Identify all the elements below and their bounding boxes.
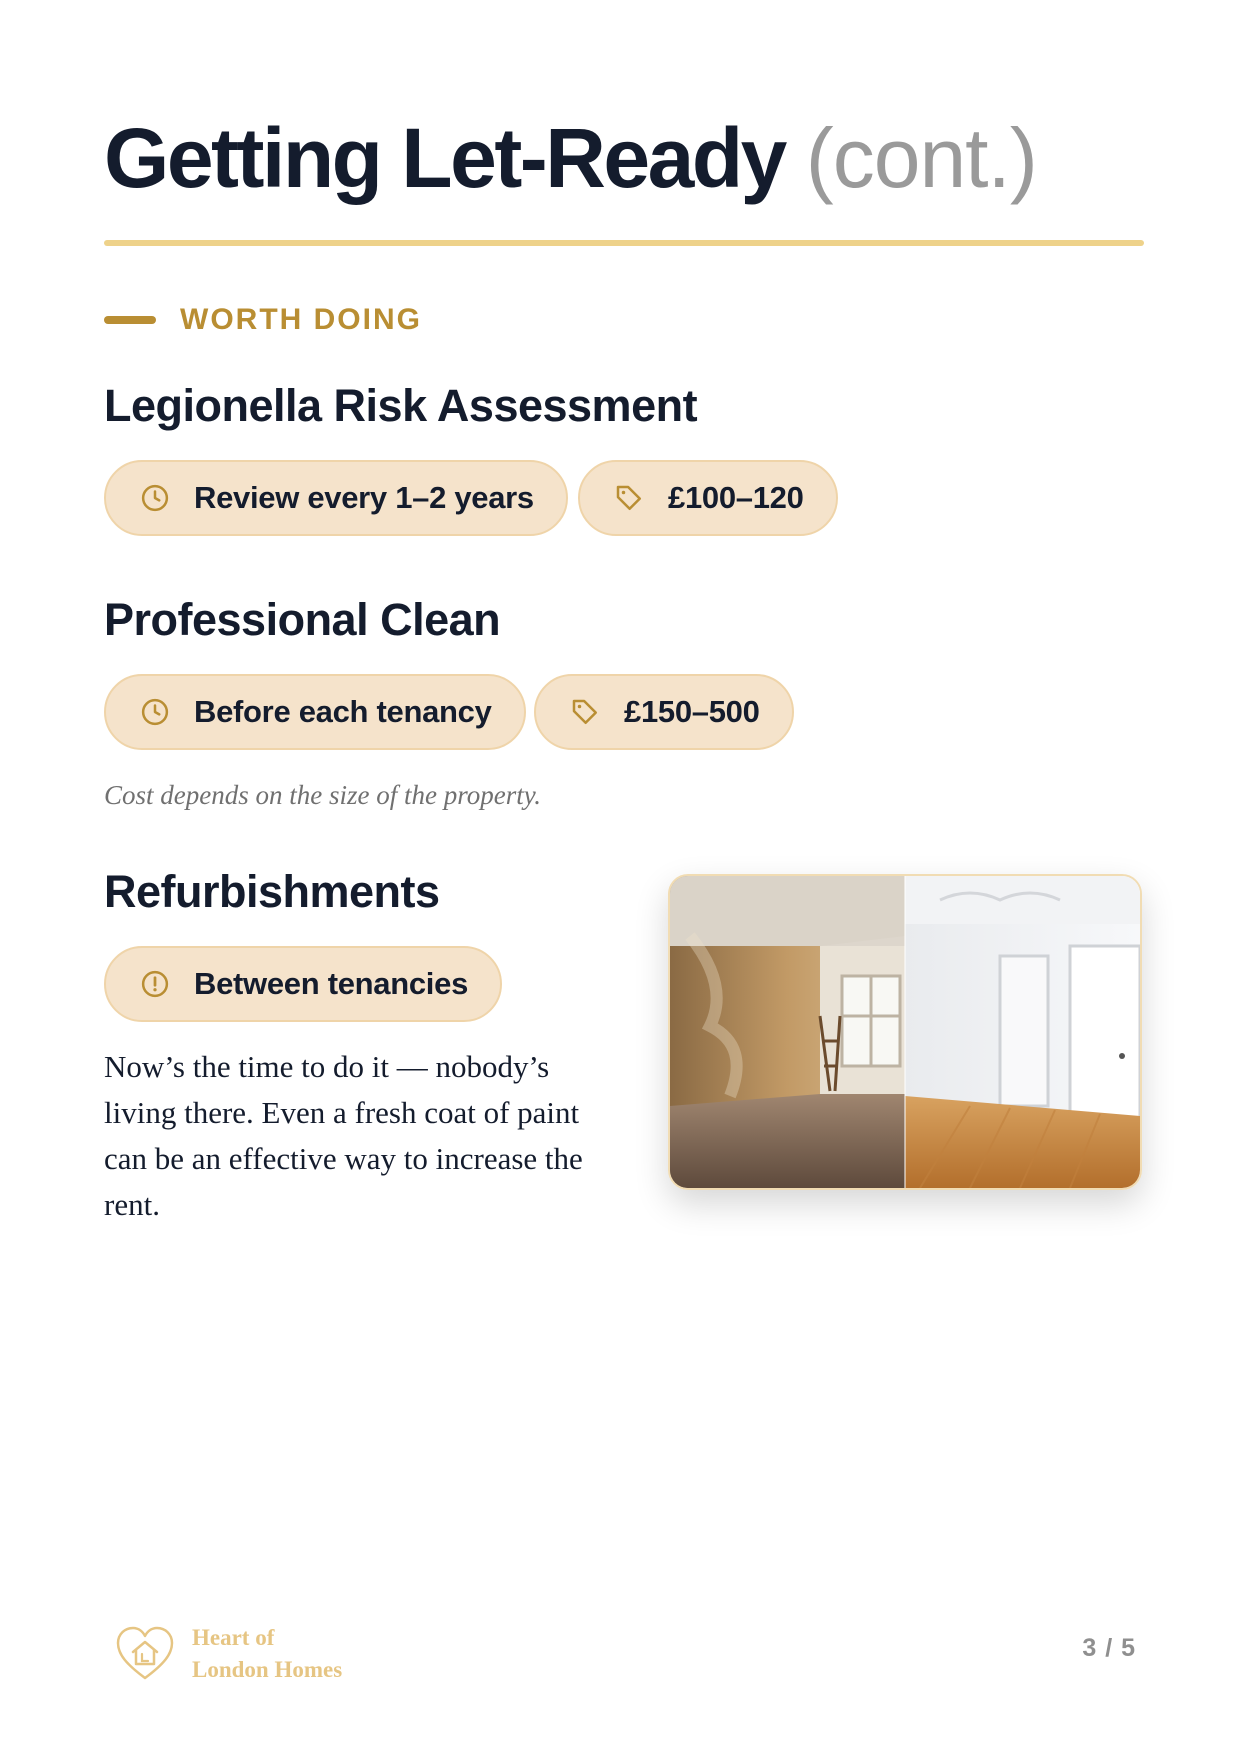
chip-frequency xyxy=(104,674,526,750)
brand-line-2: London Homes xyxy=(192,1657,343,1682)
alert-circle-icon xyxy=(140,969,170,999)
page-title xyxy=(104,108,1037,208)
chip-text: £150–500 xyxy=(624,694,760,729)
item-title-refurbishments: Refurbishments xyxy=(104,866,440,917)
page-title-suffix: (cont.) xyxy=(805,111,1037,205)
chip-text: Review every 1–2 years xyxy=(194,480,534,515)
item-title-professional-clean: Professional Clean xyxy=(104,594,501,645)
section-label: WORTH DOING xyxy=(180,303,422,336)
before-after-room-photo xyxy=(668,874,1142,1190)
brand-line-1: Heart of xyxy=(192,1625,275,1650)
refurbishment-body: Now’s the time to do it — nobody’s living there. Even a fresh coat of paint can be an effective way to increase the rent. xyxy=(104,1049,583,1222)
tag-icon xyxy=(614,483,644,513)
chip-cost xyxy=(534,674,794,750)
clock-icon xyxy=(140,697,170,727)
chip-text: Between tenancies xyxy=(194,966,469,1001)
title-divider xyxy=(104,240,1144,246)
tag-icon xyxy=(570,697,600,727)
brand-name xyxy=(192,1622,342,1686)
chip-timing xyxy=(104,946,502,1022)
chip-text: £100–120 xyxy=(668,480,804,515)
cost-note: Cost depends on the size of the property. xyxy=(104,780,541,810)
clock-icon xyxy=(140,483,170,513)
before-after-illustration xyxy=(670,876,1140,1188)
page-number: 3 / 5 xyxy=(1082,1634,1136,1662)
section-eyebrow xyxy=(104,302,422,338)
eyebrow-dash xyxy=(104,316,156,324)
chip-frequency xyxy=(104,460,568,536)
heart-house-logo-icon xyxy=(114,1624,176,1684)
chip-text: Before each tenancy xyxy=(194,694,492,729)
chip-cost xyxy=(578,460,838,536)
page-title-main: Getting Let-Ready xyxy=(104,111,785,205)
item-title-legionella: Legionella Risk Assessment xyxy=(104,380,698,431)
brand-logo xyxy=(114,1622,342,1686)
